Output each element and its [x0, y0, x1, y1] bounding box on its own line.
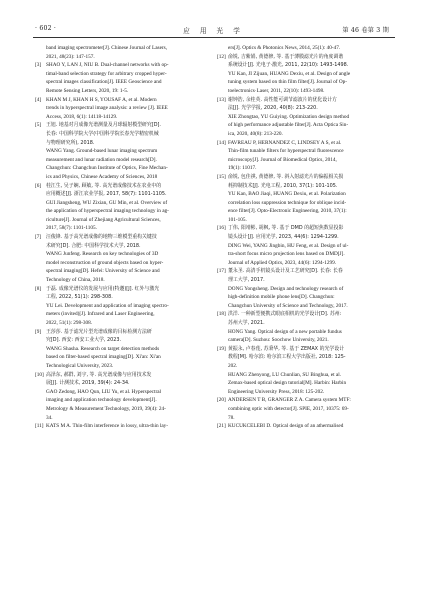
- reference-line: [35, 173, 211, 182]
- reference-number: [7]: [35, 234, 42, 241]
- reference-line: [35, 250, 211, 259]
- reference-number: [11]: [35, 423, 44, 430]
- reference-line: [217, 104, 393, 113]
- reference-line: [35, 147, 211, 156]
- reference-line: [217, 233, 393, 242]
- reference-text: high-definition mobile phone lens[D]. Changchun:: [228, 294, 335, 301]
- reference-line: [35, 53, 211, 62]
- journal-title: 应 用 光 学: [183, 27, 244, 35]
- reference-text: based on filter-based spectral imaging[D]. Xi'an: Xi'an: [46, 354, 161, 361]
- reference-line: [217, 87, 393, 96]
- reference-line: [35, 328, 211, 337]
- reference-entry: [35, 328, 211, 371]
- reference-number: [13]: [217, 96, 226, 103]
- reference-text: 究[D]. 西安: 西安工业大学, 2023.: [46, 337, 122, 344]
- reference-line: [217, 388, 393, 397]
- reference-text: 法[J]. 光学学报, 2020, 40(8): 213-220.: [228, 105, 318, 112]
- reference-line: [217, 113, 393, 122]
- reference-line: [35, 182, 211, 191]
- reference-line: [35, 310, 211, 319]
- reference-text: tuning system based on thin film filter[J]. Journal of Op-: [228, 79, 347, 86]
- reference-text: HONG Yang. Optical design of a new portable fundus: [228, 328, 342, 335]
- reference-number: [3]: [35, 62, 42, 69]
- reference-text: 工程, 2022, 51(1): 298-308.: [46, 294, 113, 301]
- reference-text: 谢钟浩, 余桂英. 高性能可调节滤波片的优化设计方: [228, 96, 337, 103]
- reference-line: [35, 44, 211, 53]
- reference-line: [217, 242, 393, 251]
- reference-line: [217, 276, 393, 285]
- reference-text: 汪俊锋. 基于高光谱成像的地物三维模型重构关键技: [46, 234, 157, 241]
- reference-text: 教程[M]. 哈尔滨: 哈尔滨工程大学出版社, 2018: 125-: [228, 354, 346, 361]
- reference-text: 101-105.: [228, 216, 247, 223]
- reference-line: [217, 130, 393, 139]
- reference-line: [217, 422, 393, 431]
- reference-entry: [217, 310, 393, 344]
- reference-line: [35, 414, 211, 423]
- reference-text: Thin-film tunable filters for hyperspectral fluorescence: [228, 148, 344, 155]
- reference-line: [217, 259, 393, 268]
- reference-text: YU Kan, JI Zijuan, HUANG Dexiu, et al. Design of angle: [228, 70, 351, 77]
- reference-text: measurement and lunar radiation model research[D].: [46, 156, 157, 163]
- reference-line: [35, 267, 211, 276]
- reference-text: 桂江生, 吴子娴, 顾敏, 等. 高光谱成像技术在农业中的: [46, 182, 162, 189]
- reference-text: band imaging spectrometer[J]. Chinese Journal of Lasers,: [46, 45, 168, 51]
- reference-line: [217, 78, 393, 87]
- reference-entry: [35, 182, 211, 234]
- reference-line: [217, 53, 393, 62]
- reference-line: [35, 396, 211, 405]
- reference-text: YU Kan, BAO Jiaqi, HUANG Dexiu, et al. Polarization: [228, 191, 346, 198]
- reference-line: [217, 207, 393, 216]
- reference-text: 耗抑制技术[J]. 光电工程, 2010, 37(1): 101-105.: [228, 182, 338, 189]
- reference-text: 苏州大学, 2021.: [228, 320, 265, 326]
- reference-number: [14]: [217, 139, 226, 146]
- reference-text: WANG Junfeng. Research on key technologies of 3D: [46, 251, 159, 258]
- reference-text: combining optic with detector[J]. SPIE, 2017, 10375: 69-: [228, 405, 349, 412]
- reference-text: correlation loss suppression technique for oblique incid-: [228, 199, 347, 206]
- reference-line: [217, 173, 393, 182]
- reference-text: 俞锐, 包佳祺, 黄德修, 等. 斜入射滤光片的偏振相关损: [228, 173, 344, 180]
- reference-entry: [35, 422, 211, 431]
- reference-entry: [217, 224, 393, 267]
- reference-text: 王莎莎. 基于滤光片型光谱成像的目标检测方法研: [46, 328, 152, 335]
- reference-line: [217, 293, 393, 302]
- reference-number: [20]: [217, 397, 226, 404]
- reference-line: [35, 285, 211, 294]
- reference-text: model reconstruction of ground objects based on hyper-: [46, 259, 164, 266]
- reference-line: [217, 362, 393, 371]
- reference-line: [35, 164, 211, 173]
- reference-number: [21]: [217, 423, 226, 430]
- reference-entry: [35, 285, 211, 328]
- reference-line: [217, 345, 393, 354]
- reference-text: 与物理研究所), 2018.: [46, 139, 95, 146]
- reference-entry: [217, 422, 393, 431]
- reference-line: [35, 422, 211, 431]
- reference-text: trends in hyperspectral image analysis: a review [J]. IEEE: [46, 105, 168, 112]
- reference-text: 王旭. 地基对月成像光谱测量及月球辐射模型研究[D].: [46, 122, 161, 129]
- reference-entry: [35, 233, 211, 285]
- reference-line: [35, 233, 211, 242]
- reference-text: microscopy[J]. Journal of Biomedical Optics, 2014,: [228, 156, 337, 163]
- reference-line: [35, 242, 211, 251]
- reference-entry: [217, 396, 393, 422]
- reference-line: [35, 61, 211, 70]
- reference-line: [35, 276, 211, 285]
- reference-line: [217, 164, 393, 173]
- reference-line: [35, 207, 211, 216]
- reference-number: [8]: [35, 285, 42, 292]
- reference-text: 董永圣. 高清手机镜头设计及工艺研究[D]. 长春: 长春: [228, 268, 343, 275]
- reference-text: tra-short focus micro projection lens based on DMD[J].: [228, 251, 345, 258]
- reference-line: [217, 147, 393, 156]
- reference-line: [35, 216, 211, 225]
- reference-line: [35, 371, 211, 380]
- reference-line: [35, 139, 211, 148]
- reference-line: [35, 302, 211, 311]
- reference-entry: [217, 53, 393, 96]
- reference-text: Technology of China, 2018.: [46, 277, 105, 284]
- reference-line: [217, 328, 393, 337]
- references-left-column: [35, 44, 211, 431]
- reference-line: [217, 353, 393, 362]
- reference-line: [217, 267, 393, 276]
- reference-entry: [35, 61, 211, 95]
- reference-text: Changchun: Changchun Institute of Optics, Fine Mechan-: [46, 165, 168, 172]
- reference-line: [217, 70, 393, 79]
- reference-line: [217, 156, 393, 165]
- reference-number: [9]: [35, 328, 42, 335]
- reference-text: the application of hyperspectral imaging technology in ag-: [46, 208, 169, 215]
- reference-text: camera[D]. Suzhou: Soochow University, 2021.: [228, 337, 329, 344]
- reference-text: riculture[J]. Journal of Zhejiang Agricultural Sciences,: [46, 216, 161, 223]
- reference-text: of high performance adjustable filter[J]. Acta Optica Sin-: [228, 122, 349, 129]
- reference-text: 黄振永, 卢春莲, 苏秉华, 等. 基于 ZEMAX 的光学设计: [228, 345, 345, 352]
- reference-text: toelectronics·Laser, 2011, 22(10): 1493-1498.: [228, 87, 325, 94]
- reference-line: [217, 139, 393, 148]
- reference-line: [35, 336, 211, 345]
- reference-text: WANG Yang. Ground-based lunar imaging spectrum: [46, 148, 158, 155]
- reference-entry: [217, 139, 393, 173]
- reference-entry: [217, 96, 393, 139]
- reference-line: [217, 182, 393, 191]
- reference-text: Access, 2018, 6(1): 14118-14129.: [46, 113, 118, 120]
- reference-line: [217, 121, 393, 130]
- reference-text: Changchun University of Science and Technology, 2017.: [228, 302, 348, 309]
- reference-text: 2017, 58(7): 1101-1105.: [46, 225, 97, 232]
- reference-line: [35, 379, 211, 388]
- reference-entry: [35, 371, 211, 423]
- reference-text: 系统设计[J]. 光电子·激光, 2011, 22(10): 1493-1498.: [228, 62, 349, 69]
- reference-text: SHAO Y, LAN J, NIU B. Dual-channel networks with op-: [46, 62, 169, 69]
- reference-text: 长春: 中国科学院大学(中国科学院长春光学精密机械: [46, 130, 159, 137]
- reference-line: [35, 259, 211, 268]
- reference-number: [6]: [35, 182, 42, 189]
- reference-line: [35, 199, 211, 208]
- reference-text: 术研究[D]. 合肥: 中国科学技术大学, 2018.: [46, 242, 141, 249]
- reference-line: [35, 130, 211, 139]
- reference-number: [5]: [35, 122, 42, 129]
- reference-text: 洪洋. 一种新型便携式眼底相机的光学设计[D]. 苏州:: [228, 311, 342, 318]
- reference-text: Remote Sensing Letters, 2020, 19: 1-5.: [46, 87, 129, 94]
- reference-line: [35, 353, 211, 362]
- reference-text: ers[J]. Optics & Photonics News, 2014, 25(1): 40-47.: [228, 45, 341, 51]
- reference-text: timal-band selection strategy for arbitrary cropped hyper-: [46, 70, 167, 77]
- reference-line: [217, 224, 393, 233]
- reference-text: 于磊. 成像光谱仪的发展与应用(特邀)[J]. 红外与激光: [46, 285, 160, 292]
- reference-text: ence filter[J]. Opto-Electronic Engineering, 2010, 37(1):: [228, 208, 347, 215]
- reference-text: Metrology & Measurement Technology, 2019, 39(4): 24-: [46, 405, 166, 412]
- reference-text: ANDERSEN T B, GRANGER Z A. Camera system MTF:: [228, 397, 351, 404]
- reference-line: [217, 44, 393, 53]
- reference-line: [35, 96, 211, 105]
- reference-line: [217, 414, 393, 423]
- reference-text: Journal of Applied Optics, 2023, 44(6): 1294-1299.: [228, 259, 337, 266]
- reference-text: imaging and application technology development[J].: [46, 397, 157, 404]
- reference-line: [217, 319, 393, 328]
- reference-text: KHAN M J, KHAN H S, YOUSAF A, et al. Modern: [46, 96, 157, 103]
- reference-text: Technological University, 2023.: [46, 362, 114, 369]
- reference-text: meters (invited)[J]. Infrared and Laser Engineering,: [46, 311, 155, 318]
- reference-line: [217, 379, 393, 388]
- reference-text: Engineering University Press, 2018: 125-202.: [228, 388, 325, 395]
- reference-number: [4]: [35, 96, 42, 103]
- reference-text: HUANG Zhenyong, LU Chunlian, SU Binghua, et al.: [228, 371, 342, 378]
- reference-text: ica, 2020, 40(8): 213-220.: [228, 130, 283, 137]
- reference-line: [217, 371, 393, 380]
- reference-line: [35, 293, 211, 302]
- reference-line: [217, 396, 393, 405]
- reference-line: [35, 362, 211, 371]
- reference-line: [35, 224, 211, 233]
- reference-text: 34.: [46, 414, 53, 421]
- reference-text: 78.: [228, 414, 235, 421]
- reference-number: [12]: [217, 53, 226, 60]
- reference-number: [15]: [217, 173, 226, 180]
- reference-text: 202.: [228, 362, 238, 369]
- reference-text: ics and Physics, Chinese Academy of Sciences, 2018: [46, 173, 158, 180]
- reference-line: [217, 61, 393, 70]
- reference-entry: [217, 44, 393, 53]
- reference-line: [35, 113, 211, 122]
- reference-entry: [35, 96, 211, 122]
- reference-line: [35, 121, 211, 130]
- volume-issue: 第 46 卷第 3 期: [342, 27, 389, 34]
- reference-entry: [217, 267, 393, 310]
- reference-text: 高泽东, 郝群, 刘宇, 等. 高光谱成像与应用技术发: [46, 371, 152, 378]
- reference-text: spectral imaging[D]. Hefei: University of Science and: [46, 268, 160, 275]
- reference-line: [35, 319, 211, 328]
- reference-number: [17]: [217, 268, 226, 275]
- reference-text: YU Lei. Development and application of imaging spectro-: [46, 302, 169, 309]
- reference-number: [18]: [217, 311, 226, 318]
- reference-text: FAVREAU P, HERNANDEZ C, LINDSEY A S, et al.: [228, 139, 342, 146]
- reference-text: 应用概述[J]. 浙江农业学报, 2017, 58(7): 1101-1105.: [46, 191, 167, 198]
- reference-line: [35, 345, 211, 354]
- reference-number: [16]: [217, 225, 226, 232]
- reference-line: [217, 96, 393, 105]
- reference-text: KUCUKCELEBI D. Optical design of an athermalised: [228, 423, 344, 430]
- reference-line: [35, 70, 211, 79]
- page-number: · 602 ·: [35, 25, 57, 32]
- reference-line: [35, 190, 211, 199]
- reference-line: [35, 78, 211, 87]
- reference-text: XIE Zhongtao, YU Guiying. Optimization design method: [228, 113, 350, 120]
- reference-line: [217, 199, 393, 208]
- reference-number: [19]: [217, 345, 226, 352]
- reference-text: 理工大学, 2017.: [228, 277, 265, 284]
- reference-line: [217, 190, 393, 199]
- reference-line: [217, 285, 393, 294]
- reference-text: 镜头设计[J]. 应用光学, 2023, 44(6): 1294-1299.: [228, 234, 339, 241]
- reference-text: Zemax-based optical design tutorial[M]. Harbin: Harbin: [228, 380, 347, 387]
- reference-text: 展[J]. 计测技术, 2019, 39(4): 24-34.: [46, 380, 130, 387]
- reference-text: 2022, 51(1): 298-308.: [46, 320, 93, 326]
- reference-text: WANG Shasha. Research on target detection methods: [46, 345, 160, 352]
- reference-text: GAO Zedong, HAO Qun, LIU Yu, et al. Hyperspectral: [46, 388, 161, 395]
- reference-entry: [217, 345, 393, 397]
- reference-line: [217, 250, 393, 259]
- reference-entry: [217, 173, 393, 225]
- reference-line: [35, 104, 211, 113]
- reference-text: DING Wei, YANG Jingbin, HU Feng, et al. Design of ul-: [228, 242, 349, 249]
- reference-entry: [35, 121, 211, 181]
- reference-text: 俞锐, 吉紫娟, 黄德修, 等. 基于薄膜滤光片的角度调谐: [228, 53, 344, 60]
- reference-text: DONG Yongsheng. Design and technology research of: [228, 285, 344, 292]
- reference-text: 2021, 48(23): 147-157.: [46, 53, 95, 60]
- reference-line: [35, 405, 211, 414]
- reference-text: 19(1): 11017.: [228, 165, 257, 172]
- references-right-column: [217, 44, 393, 431]
- reference-line: [217, 310, 393, 319]
- reference-entry: [35, 44, 211, 61]
- reference-line: [217, 302, 393, 311]
- header-rule: [33, 37, 395, 38]
- reference-text: GUI Jiangsheng, WU Zixian, GU Min, et al. Overview of: [46, 199, 168, 206]
- reference-text: 丁伟, 阳靖彬, 胡枫, 等. 基于 DMD 的超短焦数显投影: [228, 225, 344, 232]
- reference-line: [35, 388, 211, 397]
- reference-line: [35, 87, 211, 96]
- reference-line: [35, 156, 211, 165]
- reference-text: spectral images classification[J]. IEEE Geoscience and: [46, 79, 162, 86]
- reference-line: [217, 216, 393, 225]
- reference-text: KATS M A. Thin-film interference in lossy, ultra-thin lay-: [46, 423, 169, 430]
- reference-number: [10]: [35, 371, 44, 378]
- reference-line: [217, 336, 393, 345]
- reference-line: [217, 405, 393, 414]
